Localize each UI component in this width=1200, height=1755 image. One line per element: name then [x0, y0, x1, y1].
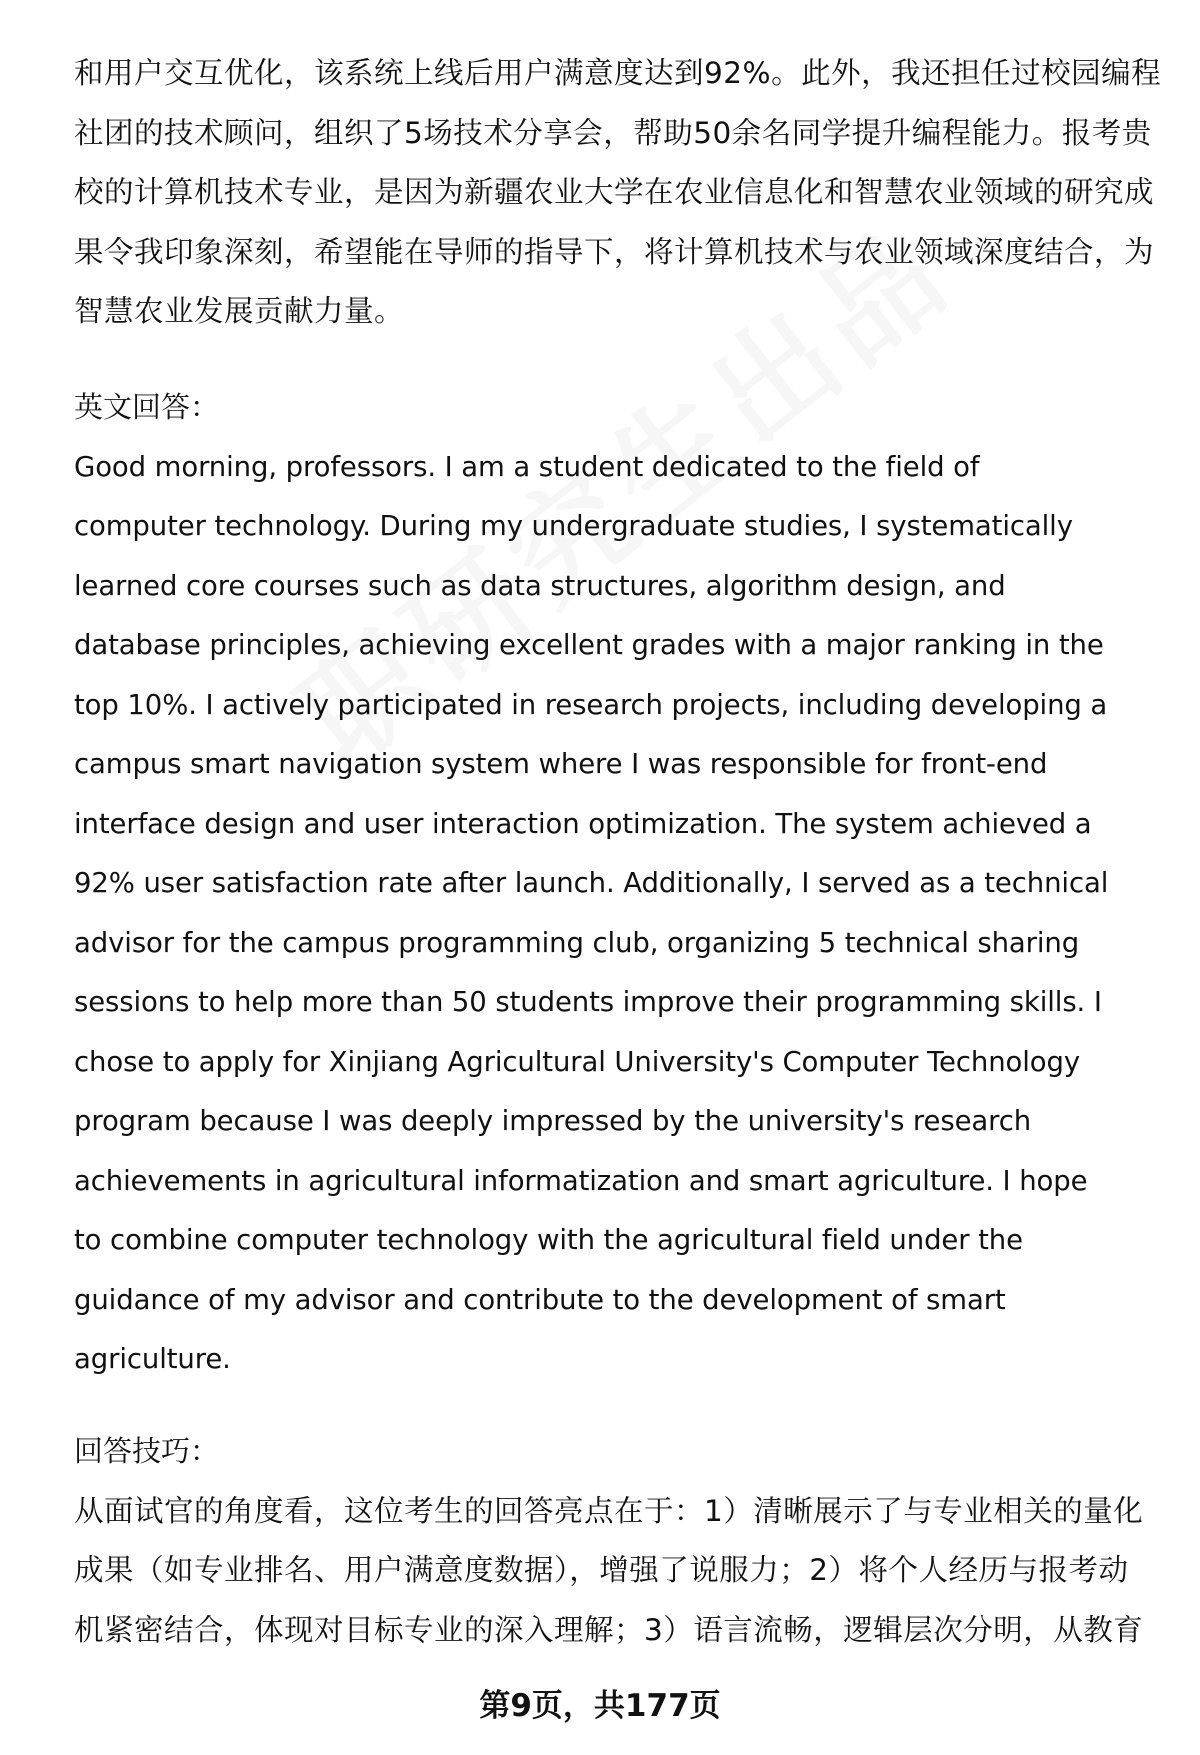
paragraph-line: guidance of my advisor and contribute to the development of smart — [74, 1283, 1006, 1316]
paragraph-line: 社团的技术顾问，组织了5场技术分享会，帮助50余名同学提升编程能力。报考贵 — [74, 115, 1152, 150]
paragraph-line: computer technology. During my undergraduate studies, I systematically — [74, 510, 1073, 542]
page-number: 第9页，共177页 — [479, 1688, 721, 1724]
paragraph-line: sessions to help more than 50 students improve their programming skills. I — [74, 986, 1102, 1018]
paragraph-line: 成果（如专业排名、用户满意度数据），增强了说服力；2）将个人经历与报考动 — [74, 1553, 1129, 1587]
paragraph-line: learned core courses such as data structures, algorithm design, and — [74, 569, 1006, 602]
paragraph-line: 92% user satisfaction rate after launch. Additionally, I served as a technical — [74, 867, 1109, 899]
paragraph-line: agriculture. — [74, 1343, 231, 1375]
paragraph-line: program because I was deeply impressed by the university's research — [74, 1105, 1032, 1137]
paragraph-line: Good morning, professors. I am a student dedicated to the field of — [74, 450, 980, 483]
paragraph-line: 和用户交互优化，该系统上线后用户满意度达到92%。此外，我还担任过校园编程 — [74, 56, 1162, 90]
paragraph-line: campus smart navigation system where I was responsible for front-end — [74, 748, 1048, 780]
chinese-answer-continued — [74, 44, 1162, 342]
paragraph-line: advisor for the campus programming club, organizing 5 technical sharing — [74, 926, 1080, 959]
paragraph-line: database principles, achieving excellent grades with a major ranking in the — [74, 629, 1104, 661]
paragraph-line: 校的计算机技术专业，是因为新疆农业大学在农业信息化和智慧农业领域的研究成 — [74, 175, 1155, 209]
english-answer-section — [74, 378, 1154, 1390]
paragraph-line: chose to apply for Xinjiang Agricultural University's Computer Technology — [74, 1045, 1081, 1078]
paragraph-line: 机紧密结合，体现对目标专业的深入理解；3）语言流畅，逻辑层次分明，从教育 — [74, 1612, 1144, 1647]
paragraph-line: interface design and user interaction optimization. The system achieved a — [74, 807, 1092, 840]
paragraph-line: to combine computer technology with the agricultural field under the — [74, 1224, 1023, 1256]
paragraph-line: achievements in agricultural informatization and smart agriculture. I hope — [74, 1164, 1088, 1197]
paragraph-line: top 10%. I actively participated in research projects, including developing a — [74, 688, 1108, 721]
paragraph-line: 果令我印象深刻，希望能在导师的指导下，将计算机技术与农业领域深度结合，为 — [74, 234, 1155, 269]
answer-tips-section — [74, 1422, 1154, 1660]
section-heading: 回答技巧： — [74, 1434, 220, 1468]
paragraph-line: 从面试官的角度看，这位考生的回答亮点在于：1）清晰展示了与专业相关的量化 — [74, 1493, 1144, 1528]
paragraph-line: 智慧农业发展贡献力量。 — [74, 294, 405, 328]
section-heading: 英文回答： — [74, 390, 220, 424]
